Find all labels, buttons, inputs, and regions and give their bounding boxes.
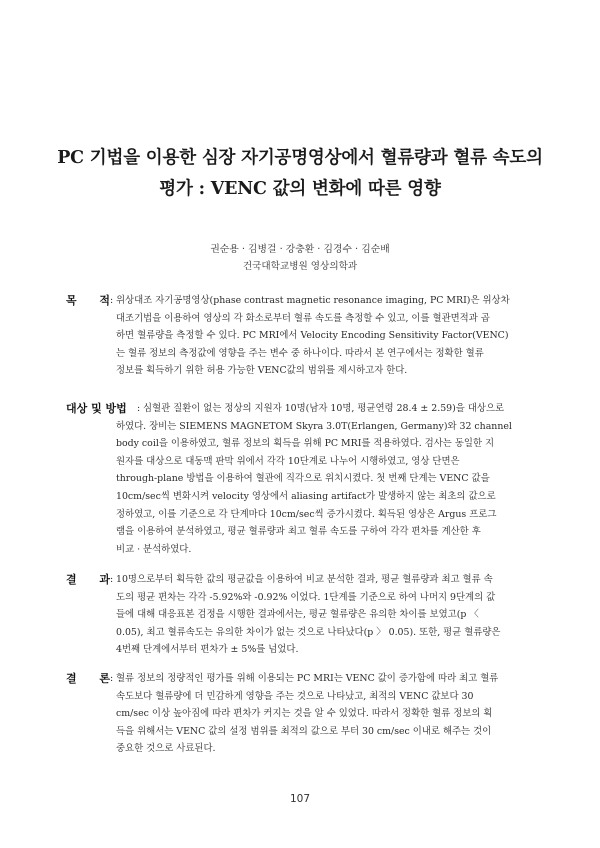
section-body-results: [116, 571, 542, 659]
section-body-methods-first: [143, 400, 542, 418]
section-body-purpose: [116, 292, 542, 380]
label-colon: :: [110, 673, 114, 684]
text-line: body coil을 이용하였고, 혈류 정보의 획득을 위해 PC MRI를 적용하였다. 검사는 동일한 지: [116, 438, 495, 450]
section-purpose: [66, 292, 542, 384]
text-line: through-plane 방법을 이용하여 혈관에 직각으로 위치시켰다. 첫 번째 단계는 VENC 값을: [116, 473, 490, 485]
text-line: 득을 위해서는 VENC 값의 설정 범위를 최적의 값으로 부터 30 cm/sec 이내로 해주는 것이: [116, 725, 492, 737]
author-list: 권순용 · 김병걸 · 강충환 · 김경수 · 김순배: [210, 244, 390, 255]
text-line: cm/sec 이상 높아짐에 따라 편차가 커지는 것을 알 수 있었다. 따라서 정확한 혈류 정보의 획: [116, 708, 493, 720]
text-line: 중요한 것으로 사료된다.: [116, 743, 216, 755]
text-line: 들에 대해 대응표본 검정을 시행한 결과에서는, 평균 혈류량은 유의한 차이를 보였고(p 〈: [116, 609, 479, 621]
section-methods: [66, 400, 542, 562]
text-line: 위상대조 자기공명영상(phase contrast magnetic resonance imaging, PC MRI)은 위상차: [116, 295, 510, 306]
text-line: 램을 이용하여 분석하였고, 평균 혈류량과 최고 혈류 속도를 구하여 각각 편차를 계산한 후: [116, 526, 481, 538]
text-line: 대조기법을 이용하여 영상의 각 화소로부터 혈류 속도를 측정할 수 있고, 이를 혈관면적과 곱: [116, 312, 490, 324]
text-line: 하면 혈류량을 측정할 수 있다. PC MRI에서 Velocity Encoding Sensitivity Factor(VENC): [116, 330, 509, 342]
text-line: 혈류 정보의 정량적인 평가를 위해 이용되는 PC MRI는 VENC 값이 증가함에 따라 최고 혈류: [116, 673, 499, 684]
text-line: 10명으로부터 획득한 값의 평균값을 이용하여 비교 분석한 결과, 평균 혈류량과 최고 혈류 속: [116, 574, 493, 585]
section-body-conclusion: [116, 670, 542, 758]
title-line-1: PC 기법을 이용한 심장 자기공명영상에서 혈류량과 혈류 속도의: [57, 148, 543, 168]
label-colon: :: [137, 403, 141, 414]
text-line: 비교 · 분석하였다.: [116, 543, 192, 555]
text-line: 0.05), 최고 혈류속도는 유의한 차이가 없는 것으로 나타났다(p 〉 0.05). 또한, 평균 혈류량은: [116, 626, 501, 638]
paper-title: [40, 143, 560, 205]
section-body-methods: [116, 418, 542, 559]
text-line: 도의 평균 편차는 각각 -5.92%와 -0.92% 이었다. 1단계를 기준으로 하여 나머지 9단계의 값: [116, 591, 496, 603]
section-label-results: 결 과: [66, 573, 110, 586]
text-line: 속도보다 혈류량에 더 민감하게 영향을 주는 것으로 나타났고, 최적의 VENC 값보다 30: [116, 690, 474, 702]
text-line: 원자를 대상으로 대동맥 판막 위에서 각각 10단계로 나누어 시행하였고, 영상 단면은: [116, 455, 460, 467]
label-colon: :: [110, 295, 114, 306]
section-conclusion: [66, 670, 542, 762]
affiliation: 건국대학교병원 영상의학과: [242, 261, 358, 272]
text-line: 정하였고, 이를 기준으로 각 단계마다 10cm/sec씩 증가시켰다. 획득된 영상은 Argus 프로그: [116, 508, 497, 520]
section-results: [66, 571, 542, 663]
section-label-conclusion: 결 론: [66, 672, 110, 685]
text-line: 10cm/sec씩 변화시켜 velocity 영상에서 aliasing artifact가 발생하지 않는 최초의 값으로: [116, 490, 496, 502]
title-line-2: 평가 : VENC 값의 변화에 따른 영향: [159, 179, 441, 199]
label-colon: :: [110, 574, 114, 585]
text-line: 정보를 획득하기 위한 허용 가능한 VENC값의 범위를 제시하고자 한다.: [116, 365, 408, 377]
text-line: 4번째 단계에서부터 편차가 ± 5%를 넘었다.: [116, 644, 299, 656]
page-number: 107: [289, 793, 311, 805]
section-label-purpose: 목 적: [66, 294, 110, 307]
text-line: 심혈관 질환이 없는 정상의 지원자 10명(남자 10명, 평균연령 28.4 ± 2.59)을 대상으로: [143, 403, 505, 414]
section-label-methods: 대상 및 방법: [66, 402, 127, 415]
text-line: 는 혈류 정보의 측정값에 영향을 주는 변수 중 하나이다. 따라서 본 연구에서는 정확한 혈류: [116, 347, 484, 359]
text-line: 하였다. 장비는 SIEMENS MAGNETOM Skyra 3.0T(Erlangen, Germany)와 32 channel: [116, 420, 512, 432]
